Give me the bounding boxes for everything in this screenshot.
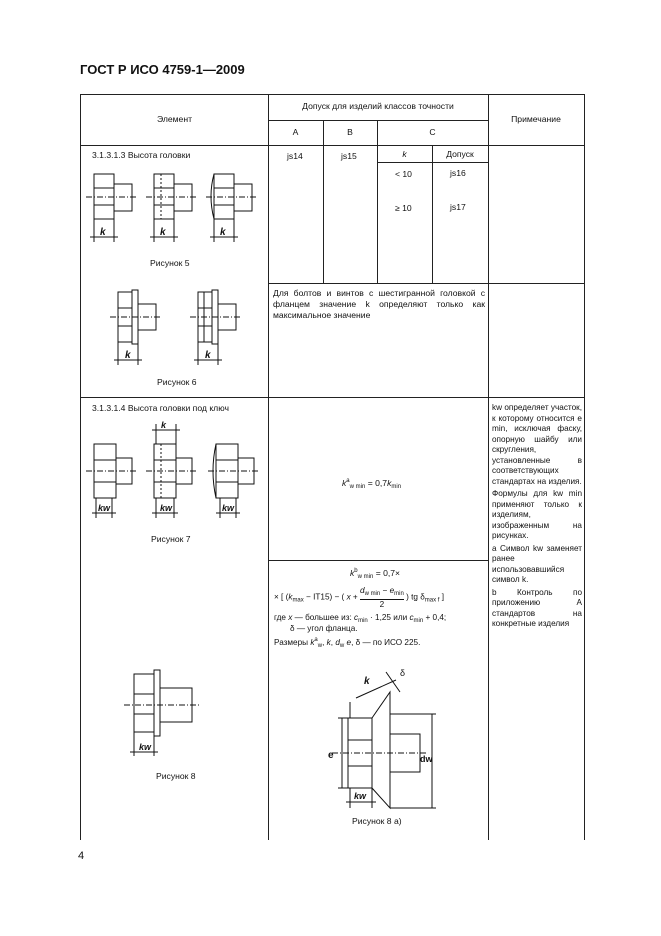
fig6-label-k: k <box>205 350 211 361</box>
column-divider <box>432 145 433 283</box>
c-row2-k: ≥ 10 <box>395 203 412 213</box>
row-rule <box>268 560 488 561</box>
fig7-label-kw: kw <box>98 503 111 513</box>
fig5-label-k: k <box>160 227 166 238</box>
formula-b-sizes: Размеры $k^a_w$, k, $d_w$ e, δ — по ИСО 225. <box>274 637 421 649</box>
row2-title: 3.1.3.1.4 Высота головки под ключ <box>92 403 229 413</box>
fig6-bolt-a <box>110 290 162 365</box>
fig8a-label-e: e <box>328 750 334 761</box>
figure-6-caption: Рисунок 6 <box>157 377 197 387</box>
formula-b-delta: δ — угол фланца. <box>290 624 358 633</box>
figure-8a-caption: Рисунок 8 а) <box>352 816 402 826</box>
notes-block <box>492 403 582 632</box>
header-inner-rule <box>268 120 488 121</box>
class-a-header: A <box>292 127 299 137</box>
fig5-label-k: k <box>220 227 226 238</box>
fig8-label-kw: kw <box>139 742 152 752</box>
formula-b-head: $k^b_{w min} = 0,7\times$ <box>350 568 401 580</box>
figure-8a <box>320 662 460 812</box>
fig5-bolt-a <box>86 174 138 242</box>
flange-note: Для болтов и винтов с шестигранной головкой с фланцем значение k определяют только как максимальное значение <box>273 288 485 320</box>
column-divider <box>268 94 269 840</box>
fig7-label-kw: kw <box>222 503 235 513</box>
note-1: kw определяет участок, к которому относится e min, исключая фаску, опорную шайбу или скругления, установленные в соответствующих стандартах на изделия. <box>492 403 582 486</box>
tolerance-class-a: js14 <box>287 151 303 161</box>
fig5-bolt-c <box>206 174 258 242</box>
subheader-k: k <box>402 149 407 159</box>
column-divider <box>488 94 489 840</box>
figure-6 <box>104 290 264 370</box>
note-column-header: Примечание <box>511 114 561 124</box>
header-bottom-rule <box>80 145 585 146</box>
table-border-left <box>80 94 81 840</box>
tolerance-column-header: Допуск для изделий классов точности <box>302 101 454 111</box>
figure-5-caption: Рисунок 5 <box>150 258 190 268</box>
fig7-label-k: k <box>161 420 167 430</box>
fig7-label-kw: kw <box>160 503 173 513</box>
formula-b-where: где x — большее из: $c_{min} \cdot 1,25$ или $c_{min} + 0,4$; <box>274 613 447 624</box>
fig5-bolt-b <box>146 174 198 242</box>
fig8a-label-delta: δ <box>400 668 406 678</box>
fig8a-label-k: k <box>364 676 370 687</box>
note-4: b Контроль по приложению А стандартов на конкретные изделия <box>492 587 582 628</box>
class-b-header: B <box>347 127 353 137</box>
c-row1-k: < 10 <box>395 169 412 179</box>
tolerance-class-b: js15 <box>341 151 357 161</box>
class-c-header: C <box>429 127 436 137</box>
figure-8-caption: Рисунок 8 <box>156 771 196 781</box>
figure-8 <box>120 668 230 758</box>
note-2: Формулы для kw min применяют только к изделиям, изображенным на рисунках. <box>492 489 582 540</box>
fig6-label-k: k <box>125 350 131 361</box>
figure-5 <box>82 164 262 254</box>
row-rule <box>80 397 585 398</box>
c-row2-tolerance: js17 <box>450 202 466 212</box>
c-row1-tolerance: js16 <box>450 168 466 178</box>
fig8a-label-dw: dw <box>420 754 433 764</box>
formula-b-main: × [ $(k_{max} - IT15)$ − ( x + $d_{w min} - e_{min}$ 2 ) tg $\delta_{max f}$ ] <box>274 586 444 609</box>
table-border-right <box>584 94 585 840</box>
fig5-label-k: k <box>100 227 106 238</box>
fig6-bolt-b <box>190 290 242 365</box>
table-border-top <box>80 94 585 95</box>
figure-7 <box>84 420 264 525</box>
page-number: 4 <box>78 850 85 862</box>
fig7-bolt-a <box>86 444 138 518</box>
row1-title: 3.1.3.1.3 Высота головки <box>92 150 191 160</box>
formula-a: $k^a_{w min} = 0,7k_{min}$ <box>342 478 402 490</box>
document-header: ГОСТ Р ИСО 4759-1—2009 <box>80 62 245 77</box>
element-column-header: Элемент <box>156 114 193 124</box>
figure-7-caption: Рисунок 7 <box>151 534 191 544</box>
fig8a-label-kw: kw <box>354 791 367 801</box>
subheader-tolerance: Допуск <box>446 149 474 159</box>
row-rule <box>268 283 585 284</box>
note-3: a Символ kw заменяет ранее использовавшийся символ k. <box>492 543 582 584</box>
